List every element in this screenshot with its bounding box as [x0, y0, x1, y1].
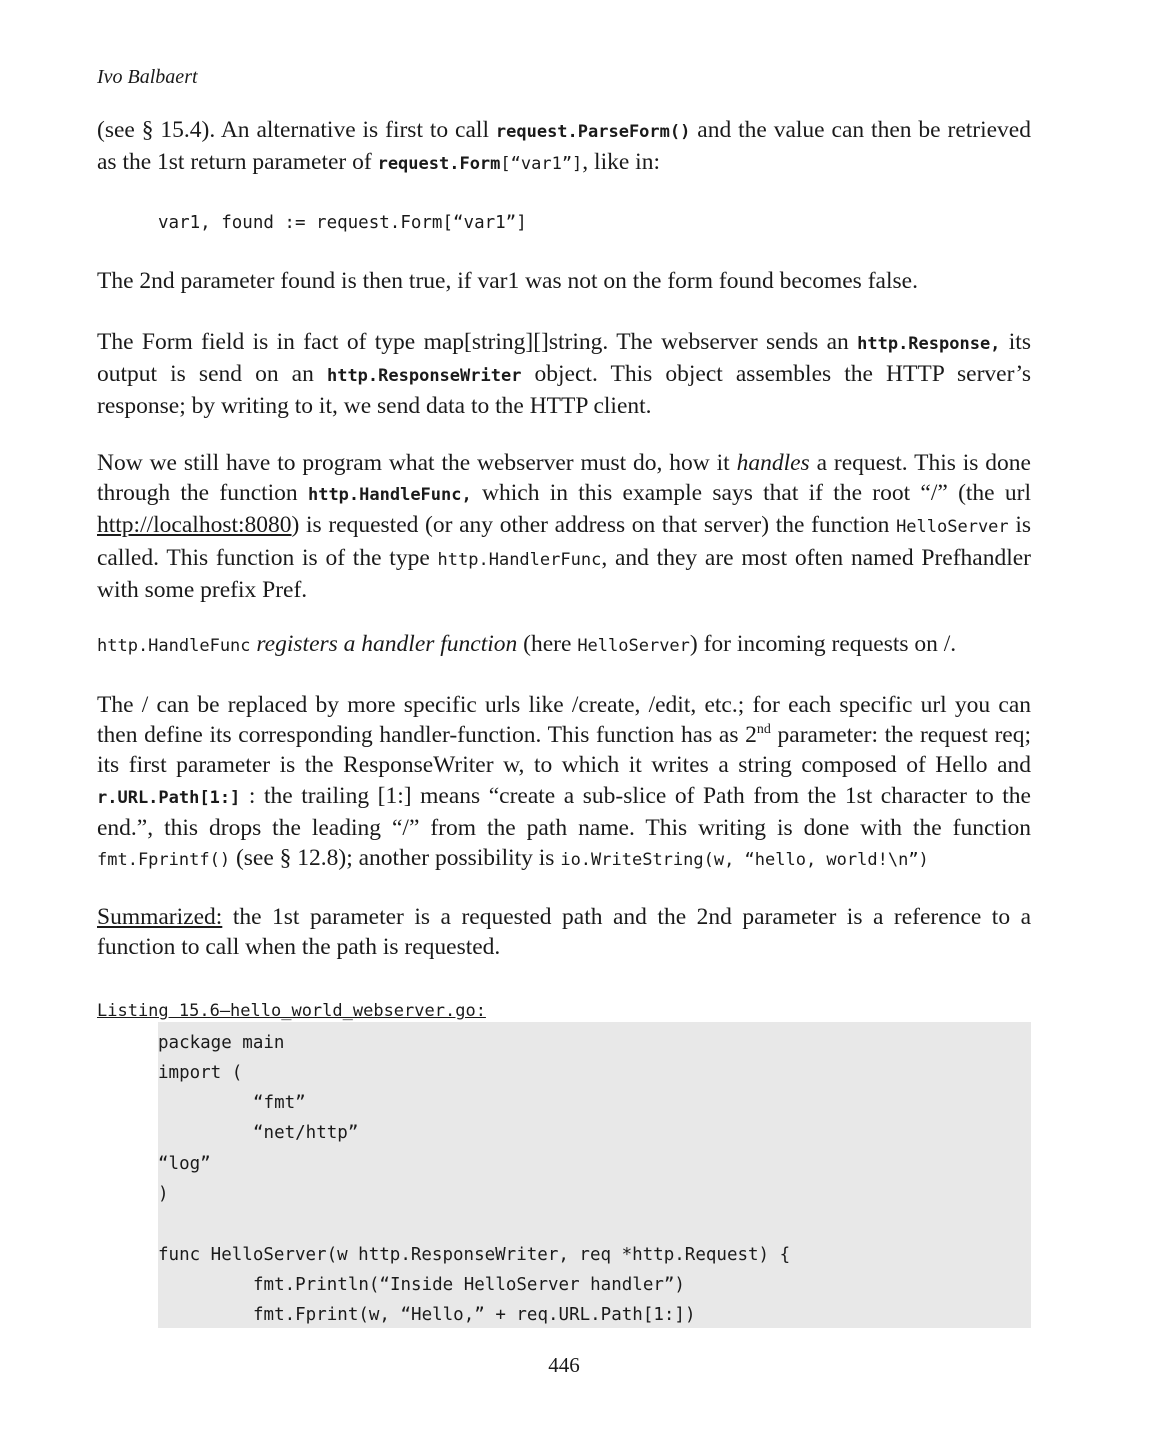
- localhost-link[interactable]: http://localhost:8080: [97, 512, 292, 539]
- listing-title: Listing 15.6—hello_world_webserver.go:: [97, 1001, 486, 1021]
- code-line: import (: [158, 1063, 243, 1083]
- code-io-writestring: io.WriteString(w, “hello, world!\n”): [560, 850, 929, 871]
- code-fmt-fprintf: fmt.Fprintf(): [97, 850, 231, 871]
- code-r-url-path: r.URL.Path[1:]: [97, 787, 241, 808]
- running-header-author: Ivo Balbaert: [97, 66, 198, 88]
- code-line: fmt.Fprint(w, “Hello,” + req.URL.Path[1:]): [253, 1305, 696, 1325]
- code-request-form: request.Form: [377, 154, 501, 175]
- paragraph-registers-handler: http.HandleFunc registers a handler function (here HelloServer) for incoming requests on /.: [97, 631, 957, 657]
- page-number: 446: [548, 1353, 580, 1377]
- code-line: package main: [158, 1033, 285, 1053]
- paragraph-specific-urls: The / can be replaced by more specific urls like /create, /edit, etc.; for each specific url you can then define its corresponding handler-function. This function has as 2nd parameter: the request req; its first parameter is the ResponseWriter w, to which it writes a string composed of Hello and r.URL.Path[1:] : the trailing [1:] means “create a sub-slice of Path from the 1st character to the end.”, this drops the leading “/” from the path name. This writing is done with the function fmt.Fprintf() (see § 12.8); another possibility is io.WriteString(w, “hello, world!\n”): [97, 692, 1031, 872]
- code-http-responsewriter: http.ResponseWriter: [326, 366, 522, 387]
- paragraph-handlefunc: Now we still have to program what the webserver must do, how it handles a request. This is done through the function http.HandleFunc, which in this example says that if the root “/” (the url http://localhost:8080) is requested (or any other address on that server) the function HelloServer is called. This function is of the type http.HandlerFunc, and they are most often named Prefhandler with some prefix Pref.: [97, 450, 1031, 603]
- code-http-handlerfunc: http.HandlerFunc: [437, 549, 602, 570]
- code-line: func HelloServer(w http.ResponseWriter, req *http.Request) {: [158, 1245, 791, 1265]
- code-http-response: http.Response,: [857, 334, 1001, 354]
- code-request-parseform: request.ParseForm(): [495, 122, 691, 142]
- code-line: ): [158, 1184, 169, 1204]
- code-snippet-form-lookup: var1, found := request.Form[“var1”]: [158, 213, 527, 233]
- summarized-label: Summarized:: [97, 904, 223, 930]
- paragraph-parseform: (see § 15.4). An alternative is first to call request.ParseForm() and the value can then be retrieved as the 1st return parameter of request.Form[“var1”], like in:: [97, 117, 1031, 176]
- code-line: “log”: [158, 1154, 211, 1174]
- code-line: fmt.Println(“Inside HelloServer handler”): [253, 1275, 685, 1295]
- code-listing: [158, 1022, 1031, 1328]
- code-line: “fmt”: [253, 1093, 306, 1113]
- paragraph-summarized: Summarized: the 1st parameter is a requested path and the 2nd parameter is a reference to a function to call when the path is requested.: [97, 904, 1031, 961]
- code-http-handlefunc: http.HandleFunc,: [307, 485, 472, 506]
- code-line: “net/http”: [253, 1123, 359, 1143]
- paragraph-found-param: The 2nd parameter found is then true, if var1 was not on the form found becomes false.: [97, 268, 918, 294]
- code-helloserver: HelloServer: [896, 517, 1009, 538]
- paragraph-form-field: The Form field is in fact of type map[string][]string. The webserver sends an http.Response, its output is send on an http.ResponseWriter object. This object assembles the HTTP server’s response; by writing to it, we send data to the HTTP client.: [97, 329, 1031, 420]
